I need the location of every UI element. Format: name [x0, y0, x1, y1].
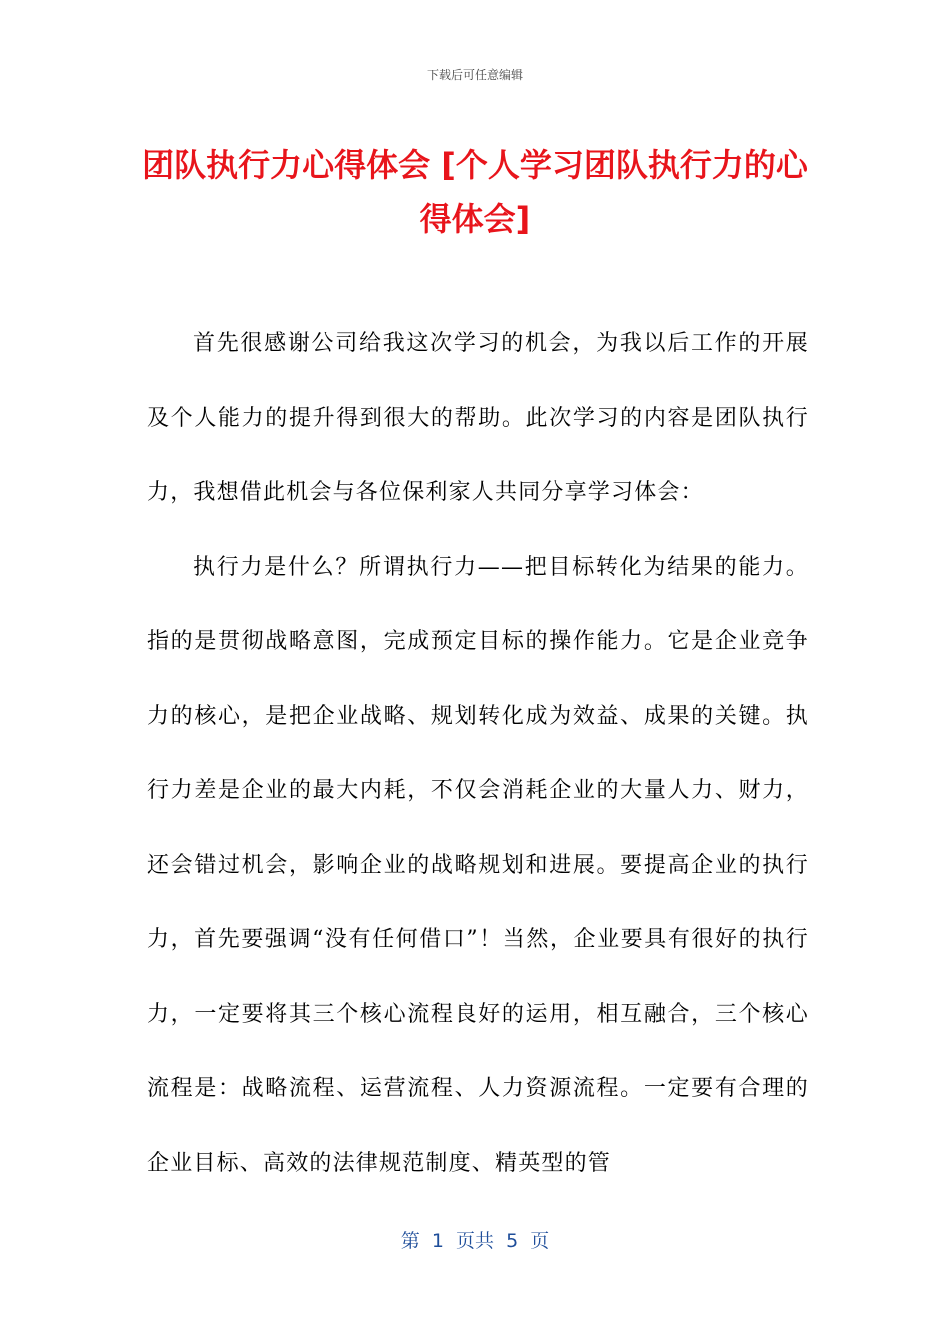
paragraph-execution: 执行力是什么？所谓执行力——把目标转化为结果的能力。指的是贯彻战略意图，完成预定目标的操作能力。它是企业竞争力的核心，是把企业战略、规划转化成为效益、成果的关键。执行力差是企业的最大内耗，不仅会消耗企业的大量人力、财力，还会错过机会，影响企业的战略规划和进展。要提高企业的执行力，首先要强调“没有任何借口”！当然，企业要具有很好的执行力，一定要将其三个核心流程良好的运用，相互融合，三个核心流程是：战略流程、运营流程、人力资源流程。一定要有合理的企业目标、高效的法律规范制度、精英型的管 [147, 554, 809, 1176]
document-title: 团队执行力心得体会 [个人学习团队执行力的心得体会] [142, 146, 808, 238]
document-body [147, 307, 809, 1201]
page-number: 第 1 页共 5 页 [400, 1230, 550, 1252]
paragraph-intro: 首先很感谢公司给我这次学习的机会，为我以后工作的开展及个人能力的提升得到很大的帮助。此次学习的内容是团队执行力，我想借此机会与各位保利家人共同分享学习体会： [147, 331, 809, 505]
header-note: 下载后可任意编辑 [426, 68, 523, 82]
